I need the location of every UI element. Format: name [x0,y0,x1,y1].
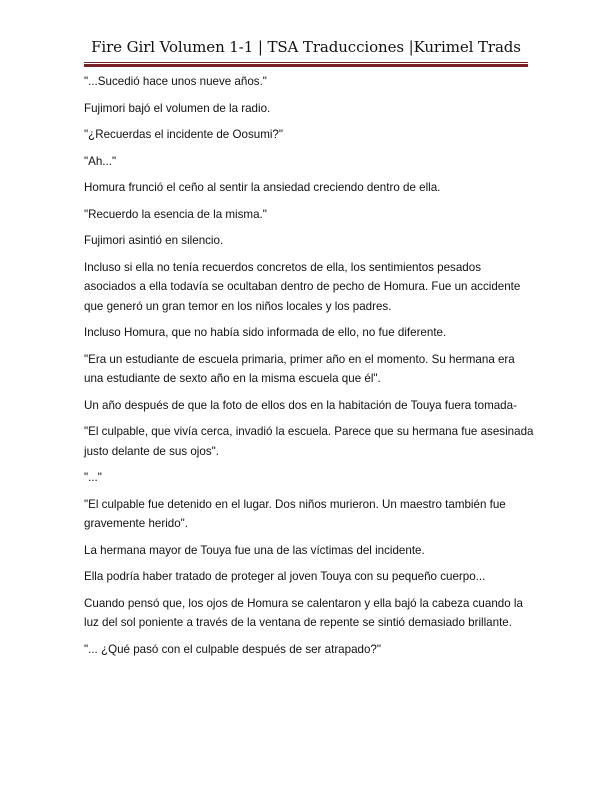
paragraph: Fujimori asintió en silencio. [84,234,224,247]
paragraph: Homura frunció el ceño al sentir la ansiedad creciendo dentro de ella. [84,181,441,194]
paragraph: La hermana mayor de Touya fue una de las víctimas del incidente. [84,543,425,557]
paragraph: "...Sucedió hace unos nueve años." [84,75,267,88]
paragraph: "El culpable fue detenido en el lugar. Dos niños murieron. Un maestro también fue gravemente herido". [84,497,506,530]
page-header-title: Fire Girl Volumen 1-1 | TSA Traducciones |Kurimel Trads [91,38,521,56]
paragraph: "Recuerdo la esencia de la misma." [84,207,267,221]
paragraph: "El culpable, que vivía cerca, invadió la escuela. Parece que su hermana fue asesinada justo delante de sus ojos". [84,425,534,458]
paragraph: "... ¿Qué pasó con el culpable después de ser atrapado?" [84,642,381,656]
paragraph: Fujimori bajó el volumen de la radio. [84,101,271,115]
paragraph: Incluso si ella no tenía recuerdos concretos de ella, los sentimientos pesados asociados a ella todavía se ocultaban dentro de pecho de Homura. Fue un accidente que generó un gran temor en los niños locales y los padres. [84,260,521,313]
header-rule-thin [84,62,528,63]
paragraph: "Era un estudiante de escuela primaria, primer año en el momento. Su hermana era una estudiante de sexto año en la misma escuela que él". [84,352,515,385]
paragraph: Cuando pensó que, los ojos de Homura se calentaron y ella bajó la cabeza cuando la luz del sol poniente a través de la ventana de repente se sintió demasiado brillante. [84,596,523,629]
paragraph: Un año después de que la foto de ellos dos en la habitación de Touya fuera tomada- [84,398,517,412]
paragraph: "Ah..." [84,154,117,168]
page-body [84,72,534,666]
paragraph: "..." [84,471,102,484]
header-rule-thick [84,64,528,67]
paragraph: Ella podría haber tratado de proteger al joven Touya con su pequeño cuerpo... [84,570,486,583]
paragraph: Incluso Homura, que no había sido informada de ello, no fue diferente. [84,326,447,339]
paragraph: "¿Recuerdas el incidente de Oosumi?" [84,128,283,141]
